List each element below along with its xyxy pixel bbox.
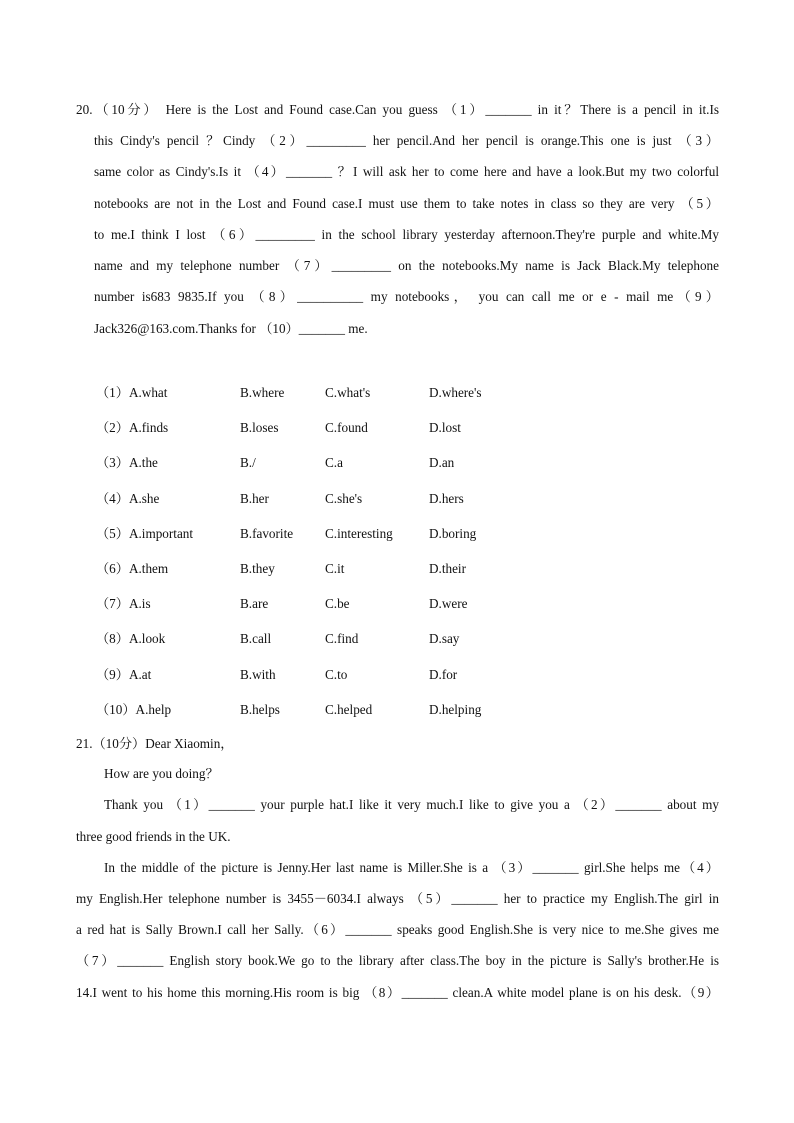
option-5-c: C.interesting xyxy=(325,526,393,541)
option-3-c: C.a xyxy=(325,455,343,470)
q20-line-7: number is683 9835.If you （8）__________ my notebooks， you can call me or e - mail me（9） xyxy=(94,289,719,304)
option-2-b: B.loses xyxy=(240,420,279,435)
option-8-a: （8）A.look xyxy=(96,631,166,646)
option-10-d: D.helping xyxy=(429,702,482,717)
option-7-b: B.are xyxy=(240,596,269,611)
option-8-d: D.say xyxy=(429,631,460,646)
option-6-d: D.their xyxy=(429,561,466,576)
q21-line-7: 14.I went to his home this morning.His room is big （8）_______ clean.A white model plane is on his desk.（9） xyxy=(76,985,719,1000)
option-5-b: B.favorite xyxy=(240,526,294,541)
option-2-a: （2）A.finds xyxy=(96,420,169,435)
option-1-d: D.where's xyxy=(429,385,482,400)
option-6-b: B.they xyxy=(240,561,275,576)
option-1-b: B.where xyxy=(240,385,285,400)
option-3-a: （3）A.the xyxy=(96,455,158,470)
option-5-d: D.boring xyxy=(429,526,477,541)
q21-line-1: Thank you （1）_______ your purple hat.I like it very much.I like to give you a （2）_______ about my xyxy=(104,797,719,812)
option-5-a: （5）A.important xyxy=(96,526,194,541)
option-9-b: B.with xyxy=(240,667,276,682)
option-2-d: D.lost xyxy=(429,420,461,435)
q21-line-3: In the middle of the picture is Jenny.Her last name is Miller.She is a （3）_______ girl.She helps me（4） xyxy=(104,860,719,875)
q21-line-2: three good friends in the UK. xyxy=(76,829,231,844)
q20-line-4: notebooks are not in the Lost and Found case.I must use them to take notes in class so they are very （5） xyxy=(94,196,719,211)
q20-line-6: name and my telephone number （7）_________ on the notebooks.My name is Jack Black.My telephone xyxy=(94,258,719,273)
option-4-b: B.her xyxy=(240,491,269,506)
q20-line-1: 20.（10分） Here is the Lost and Found case.Can you guess （1）_______ in it？There is a pencil in it.Is xyxy=(76,102,719,117)
option-8-b: B.call xyxy=(240,631,272,646)
option-10-a: （10）A.help xyxy=(96,702,172,717)
q21-line-4: my English.Her telephone number is 3455－6034.I always （5）_______ her to practice my English.The girl in xyxy=(76,891,719,906)
q21-heading: 21.（10分）Dear Xiaomin， xyxy=(76,736,234,751)
q20-line-8: Jack326@163.com.Thanks for （10）_______ me. xyxy=(94,321,368,336)
q21-line-6: （7）_______ English story book.We go to the library after class.The boy in the picture is Sally's brother.He is xyxy=(76,953,719,968)
option-1-c: C.what's xyxy=(325,385,371,400)
option-2-c: C.found xyxy=(325,420,368,435)
q21-line-5: a red hat is Sally Brown.I call her Sally.（6）_______ speaks good English.She is very nice to me.She gives me xyxy=(76,922,719,937)
option-9-c: C.to xyxy=(325,667,348,682)
option-10-b: B.helps xyxy=(240,702,280,717)
q21-line-greeting: How are you doing？ xyxy=(104,766,219,781)
q20-line-2: this Cindy's pencil ？Cindy （2）_________ her pencil.And her pencil is orange.This one is just （3） xyxy=(94,133,719,148)
q20-line-5: to me.I think I lost （6）_________ in the school library yesterday afternoon.They're purple and white.My xyxy=(94,227,719,242)
option-6-a: （6）A.them xyxy=(96,561,169,576)
option-1-a: （1）A.what xyxy=(96,385,168,400)
option-4-c: C.she's xyxy=(325,491,363,506)
option-8-c: C.find xyxy=(325,631,359,646)
option-4-a: （4）A.she xyxy=(96,491,160,506)
option-9-a: （9）A.at xyxy=(96,667,152,682)
option-10-c: C.helped xyxy=(325,702,373,717)
option-7-d: D.were xyxy=(429,596,468,611)
option-7-c: C.be xyxy=(325,596,350,611)
option-3-b: B./ xyxy=(240,455,256,470)
option-9-d: D.for xyxy=(429,667,458,682)
option-4-d: D.hers xyxy=(429,491,464,506)
option-7-a: （7）A.is xyxy=(96,596,151,611)
q20-line-3: same color as Cindy's.Is it （4）_______ ？I will ask her to come here and have a look.But my two colorful xyxy=(94,164,719,179)
option-6-c: C.it xyxy=(325,561,345,576)
option-3-d: D.an xyxy=(429,455,455,470)
